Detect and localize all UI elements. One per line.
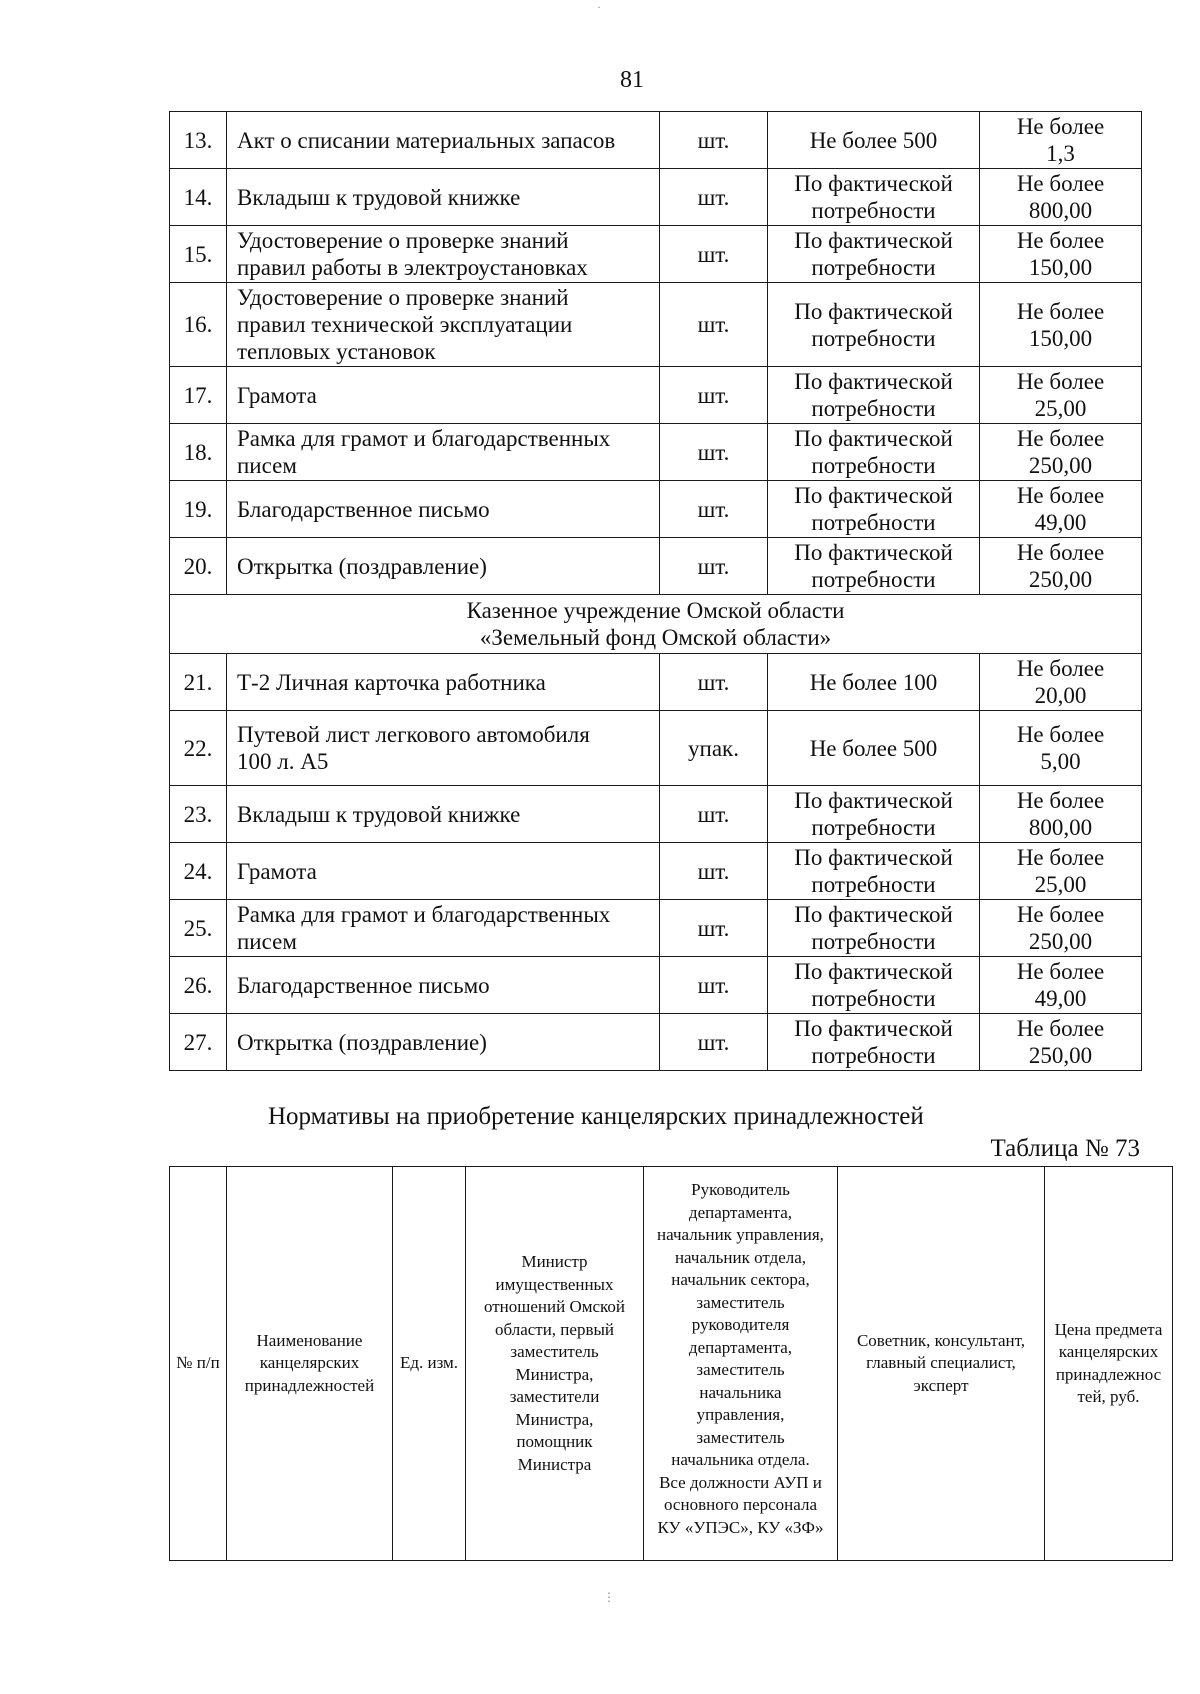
quantity-line: Не более 500	[809, 127, 938, 153]
quantity-line: потребности	[811, 198, 936, 223]
item-name-cell	[227, 957, 660, 1014]
header-line: заместители	[509, 1387, 600, 1406]
price-line: 20,00	[1034, 683, 1087, 708]
quantity-line: Не более 100	[809, 669, 938, 695]
header-line: Ед. изм.	[399, 1353, 459, 1373]
price-cell	[980, 283, 1142, 367]
item-name-line: 100 л. А5	[237, 749, 329, 774]
unit-cell: шт.	[660, 957, 768, 1014]
item-name-cell	[227, 538, 660, 595]
quantity-line: потребности	[811, 325, 936, 351]
quantity-line: потребности	[811, 872, 936, 897]
quantity-cell	[768, 538, 980, 595]
table-row	[170, 1014, 1142, 1071]
price-line: Не более	[1016, 656, 1105, 681]
quantity-line: потребности	[811, 255, 936, 280]
item-name-line: Открытка (поздравление)	[237, 553, 487, 579]
section-heading	[170, 595, 1142, 654]
quantity-line: потребности	[811, 396, 936, 421]
quantity-cell	[768, 654, 980, 711]
price-cell	[980, 786, 1142, 843]
unit-cell: шт.	[660, 424, 768, 481]
price-cell	[980, 711, 1142, 786]
price-line: Не более	[1016, 114, 1105, 139]
row-number-cell: 16.	[170, 283, 227, 367]
price-line: 25,00	[1034, 396, 1087, 421]
row-number-cell: 27.	[170, 1014, 227, 1071]
price-line: 49,00	[1034, 510, 1087, 535]
header-line: отношений Омской	[483, 1297, 626, 1316]
unit-cell: шт.	[660, 654, 768, 711]
quantity-line: потребности	[811, 929, 936, 954]
unit-cell: шт.	[660, 481, 768, 538]
item-name-cell	[227, 424, 660, 481]
quantity-cell	[768, 283, 980, 367]
quantity-cell	[768, 711, 980, 786]
quantity-line: По фактической	[794, 788, 953, 813]
header-line: Все должности АУП и	[659, 1472, 822, 1492]
row-number-cell: 26.	[170, 957, 227, 1014]
header-line: управления,	[696, 1405, 785, 1424]
price-line: Не более	[1016, 298, 1105, 324]
price-line: Не более	[1016, 722, 1105, 747]
price-cell	[980, 169, 1142, 226]
quantity-cell	[768, 226, 980, 283]
header-line: заместитель	[696, 1360, 785, 1379]
header-line: начальник управления,	[657, 1225, 824, 1244]
price-line: 150,00	[1028, 255, 1093, 280]
quantity-cell	[768, 843, 980, 900]
quantity-line: потребности	[811, 1043, 936, 1068]
header-price	[1045, 1167, 1173, 1561]
price-cell	[980, 654, 1142, 711]
unit-cell: шт.	[660, 538, 768, 595]
table-row	[170, 226, 1142, 283]
quantity-cell	[768, 481, 980, 538]
price-cell	[980, 1014, 1142, 1071]
header-line: принадлежностей	[244, 1375, 375, 1395]
price-cell	[980, 112, 1142, 169]
quantity-line: По фактической	[794, 369, 953, 394]
price-cell	[980, 538, 1142, 595]
row-number-cell: 18.	[170, 424, 227, 481]
unit-cell: шт.	[660, 786, 768, 843]
quantity-line: По фактической	[794, 845, 953, 870]
quantity-line: Не более 500	[809, 735, 938, 761]
item-name-cell	[227, 226, 660, 283]
quantity-cell	[768, 1014, 980, 1071]
item-name-line: правил работы в электроустановках	[237, 255, 588, 280]
section-title: Нормативы на приобретение канцелярских принадлежностей	[268, 1103, 924, 1130]
section-row	[170, 595, 1142, 654]
header-line: Наименование	[256, 1330, 363, 1350]
unit-cell: шт.	[660, 169, 768, 226]
unit-cell: шт.	[660, 226, 768, 283]
row-number-cell: 17.	[170, 367, 227, 424]
price-line: Не более	[1016, 483, 1105, 508]
section-heading-line: «Земельный фонд Омской области»	[479, 625, 832, 650]
item-name-cell	[227, 169, 660, 226]
price-line: Не более	[1016, 845, 1105, 870]
price-line: 1,3	[1046, 141, 1075, 166]
price-line: Не более	[1016, 228, 1105, 253]
item-name-line: Путевой лист легкового автомобиля	[237, 722, 590, 747]
quantity-line: По фактической	[794, 540, 953, 565]
section-heading-line: Казенное учреждение Омской области	[466, 598, 845, 623]
price-cell	[980, 226, 1142, 283]
quantity-line: По фактической	[794, 298, 953, 324]
quantity-cell	[768, 112, 980, 169]
row-number-cell: 23.	[170, 786, 227, 843]
item-name-line: писем	[237, 453, 297, 478]
quantity-cell	[768, 957, 980, 1014]
price-line: Не более	[1016, 959, 1105, 984]
item-name-line: Вкладыш к трудовой книжке	[237, 184, 521, 210]
item-name-line: Т-2 Личная карточка работника	[237, 669, 546, 695]
table-number-label: Таблица № 73	[990, 1135, 1140, 1162]
row-number-cell: 14.	[170, 169, 227, 226]
price-cell	[980, 424, 1142, 481]
header-department-head-norm	[644, 1167, 838, 1561]
header-line: начальника	[699, 1382, 782, 1402]
row-number-cell: 21.	[170, 654, 227, 711]
table-row	[170, 367, 1142, 424]
price-line: 250,00	[1028, 1043, 1093, 1068]
header-line: помощник	[516, 1432, 593, 1451]
header-line: канцелярских	[1058, 1342, 1159, 1361]
item-name-cell	[227, 843, 660, 900]
item-name-line: Рамка для грамот и благодарственных	[237, 426, 611, 451]
header-unit	[393, 1167, 466, 1561]
unit-cell: упак.	[660, 711, 768, 786]
header-line: Министра,	[515, 1364, 594, 1384]
item-name-line: Удостоверение о проверке знаний	[237, 285, 569, 310]
unit-cell: шт.	[660, 283, 768, 367]
quantity-cell	[768, 424, 980, 481]
header-minister-norm	[466, 1167, 644, 1561]
price-line: Не более	[1016, 171, 1105, 196]
item-name-cell	[227, 283, 660, 367]
header-line: канцелярских	[259, 1353, 360, 1373]
header-line: руководителя	[691, 1315, 790, 1334]
table-row	[170, 169, 1142, 226]
price-line: 250,00	[1028, 929, 1093, 954]
unit-cell: шт.	[660, 112, 768, 169]
price-line: 800,00	[1028, 198, 1093, 223]
item-name-line: Благодарственное письмо	[237, 496, 490, 522]
header-line: начальника отдела.	[671, 1450, 810, 1469]
price-line: 150,00	[1028, 325, 1093, 351]
quantity-line: потребности	[811, 815, 936, 840]
row-number-cell: 19.	[170, 481, 227, 538]
header-line: эксперт	[913, 1375, 969, 1395]
item-name-line: правил технической эксплуатации	[237, 312, 573, 337]
quantity-line: По фактической	[794, 483, 953, 508]
price-line: 49,00	[1034, 986, 1087, 1011]
header-line: Министра,	[515, 1409, 594, 1429]
price-line: 800,00	[1028, 815, 1093, 840]
quantity-line: потребности	[811, 510, 936, 535]
unit-cell: шт.	[660, 843, 768, 900]
quantity-line: потребности	[811, 567, 936, 592]
header-line: Руководитель	[691, 1180, 790, 1199]
price-line: Не более	[1016, 902, 1105, 927]
price-cell	[980, 843, 1142, 900]
price-cell	[980, 481, 1142, 538]
price-line: Не более	[1016, 788, 1105, 813]
quantity-line: потребности	[811, 453, 936, 478]
header-line: начальник сектора,	[671, 1270, 810, 1289]
header-advisor-norm	[838, 1167, 1045, 1561]
header-line: тей, руб.	[1077, 1387, 1140, 1406]
header-line: департамента,	[688, 1202, 793, 1222]
table-row	[170, 843, 1142, 900]
upper-norms-table	[169, 111, 1142, 1071]
quantity-cell	[768, 900, 980, 957]
quantity-cell	[768, 367, 980, 424]
table-row	[170, 283, 1142, 367]
item-name-line: Благодарственное письмо	[237, 972, 490, 998]
row-number-cell: 13.	[170, 112, 227, 169]
price-line: Не более	[1016, 1016, 1105, 1041]
quantity-line: По фактической	[794, 902, 953, 927]
header-line: Цена предмета	[1054, 1319, 1163, 1339]
row-number-cell: 24.	[170, 843, 227, 900]
header-line: Министр	[521, 1252, 588, 1271]
header-line: КУ «УПЭС», КУ «ЗФ»	[657, 1517, 824, 1537]
table-row	[170, 900, 1142, 957]
header-line: Министра	[517, 1454, 592, 1474]
table-row	[170, 538, 1142, 595]
item-name-cell	[227, 112, 660, 169]
stationery-norms-table	[169, 1166, 1173, 1561]
header-line: имущественных	[495, 1274, 614, 1294]
row-number-cell: 20.	[170, 538, 227, 595]
header-line: области, первый	[494, 1319, 615, 1339]
quantity-line: потребности	[811, 986, 936, 1011]
item-name-cell	[227, 481, 660, 538]
item-name-cell	[227, 711, 660, 786]
item-name-line: Открытка (поздравление)	[237, 1029, 487, 1055]
header-line: главный специалист,	[866, 1353, 1016, 1373]
price-line: Не более	[1016, 540, 1105, 565]
item-name-cell	[227, 654, 660, 711]
item-name-cell	[227, 900, 660, 957]
header-item-name	[227, 1167, 393, 1561]
quantity-line: По фактической	[794, 426, 953, 451]
quantity-cell	[768, 786, 980, 843]
header-line: принадлежнос	[1055, 1364, 1162, 1384]
row-number-cell: 15.	[170, 226, 227, 283]
unit-cell: шт.	[660, 367, 768, 424]
header-number	[170, 1167, 227, 1561]
price-line: Не более	[1016, 426, 1105, 451]
table-row	[170, 481, 1142, 538]
item-name-line: тепловых установок	[237, 339, 436, 364]
header-line: заместитель	[696, 1292, 785, 1312]
item-name-line: Акт о списании материальных запасов	[237, 127, 616, 153]
item-name-line: Вкладыш к трудовой книжке	[237, 801, 521, 827]
table-row	[170, 424, 1142, 481]
header-line: начальник отдела,	[674, 1247, 807, 1267]
price-cell	[980, 367, 1142, 424]
item-name-cell	[227, 367, 660, 424]
table-row	[170, 654, 1142, 711]
table-header-row	[170, 1167, 1173, 1561]
unit-cell: шт.	[660, 1014, 768, 1071]
scan-mark: ⋮	[603, 1590, 615, 1604]
price-cell	[980, 957, 1142, 1014]
header-line: департамента,	[688, 1337, 793, 1357]
unit-cell: шт.	[660, 900, 768, 957]
quantity-line: По фактической	[794, 1016, 953, 1041]
item-name-line: писем	[237, 929, 297, 954]
price-line: 250,00	[1028, 567, 1093, 592]
scan-mark: ·	[597, 0, 601, 14]
item-name-line: Грамота	[237, 858, 317, 884]
price-cell	[980, 900, 1142, 957]
header-line: основного персонала	[664, 1495, 817, 1514]
header-line: № п/п	[176, 1353, 220, 1373]
header-line: заместитель	[510, 1342, 599, 1361]
quantity-line: По фактической	[794, 171, 953, 196]
item-name-line: Рамка для грамот и благодарственных	[237, 902, 611, 927]
table-row	[170, 786, 1142, 843]
row-number-cell: 25.	[170, 900, 227, 957]
price-line: 5,00	[1040, 749, 1081, 774]
item-name-cell	[227, 1014, 660, 1071]
header-line: заместитель	[696, 1427, 785, 1447]
table-row	[170, 711, 1142, 786]
price-line: Не более	[1016, 369, 1105, 394]
item-name-line: Удостоверение о проверке знаний	[237, 228, 569, 253]
price-line: 250,00	[1028, 453, 1093, 478]
header-line: Советник, консультант,	[856, 1330, 1026, 1350]
table-row	[170, 957, 1142, 1014]
quantity-line: По фактической	[794, 228, 953, 253]
table-row	[170, 112, 1142, 169]
price-line: 25,00	[1034, 872, 1087, 897]
quantity-cell	[768, 169, 980, 226]
item-name-cell	[227, 786, 660, 843]
quantity-line: По фактической	[794, 959, 953, 984]
item-name-line: Грамота	[237, 382, 317, 408]
page-number: 81	[620, 67, 644, 93]
row-number-cell: 22.	[170, 711, 227, 786]
